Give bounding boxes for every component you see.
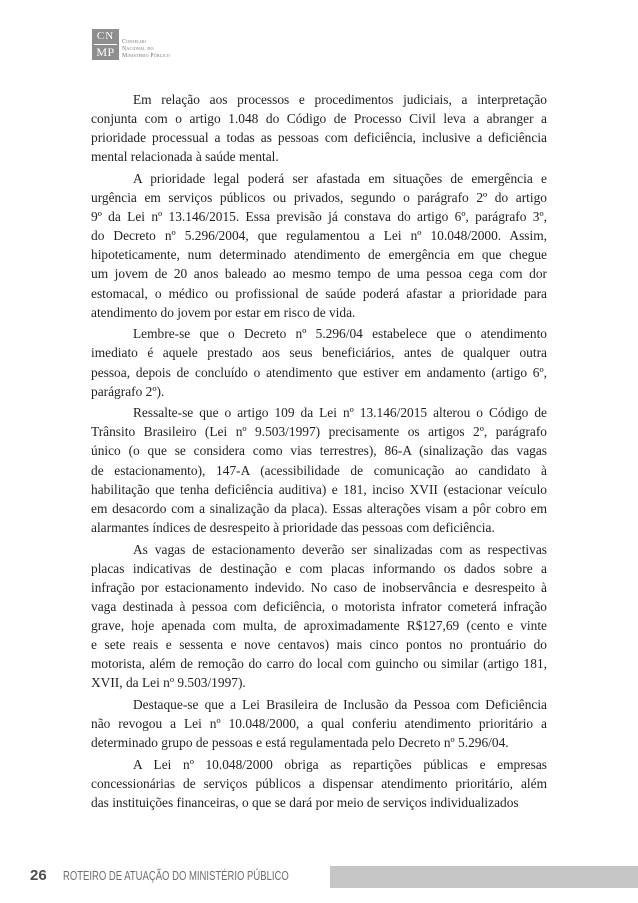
paragraph [91, 403, 547, 537]
logo-name-line: Nacional do [122, 45, 154, 52]
page-number: 26 [30, 867, 47, 884]
logo-name-line: Ministério Público [122, 52, 170, 59]
text-line: 9º da Lei nº 13.146/2015. Essa previsão já constava do artigo 6º, parágrafo 3º, [91, 209, 547, 225]
text-line: imediato é aquele prestado aos seus beneficiários, antes de qualquer outra [91, 345, 547, 361]
text-line: motorista, além de remoção do carro do local com guincho ou similar (artigo 181, [91, 656, 547, 672]
text-line: concessionárias de serviços públicos a dispensar atendimento prioritário, além [91, 775, 547, 791]
text-line: Lembre-se que o Decreto nº 5.296/04 estabelece que o atendimento [133, 326, 547, 342]
text-line: A Lei nº 10.048/2000 obriga as repartições públicas e empresas [133, 756, 547, 772]
text-line: prioridade processual a todas as pessoas com deficiência, inclusive a deficiência [91, 130, 547, 146]
cnmp-logo-mark [92, 29, 119, 60]
paragraph [91, 90, 547, 166]
text-line: das instituições financeiras, o que se dará por meio de serviços individualizados [91, 794, 519, 810]
text-line: não revogou a Lei nº 10.048/2000, a qual conferiu atendimento prioritário a [91, 715, 547, 731]
text-line: estomacal, o médico ou profissional de saúde poderá afastar a prioridade para [91, 285, 547, 301]
text-line: Destaque-se que a Lei Brasileira de Inclusão da Pessoa com Deficiência [133, 696, 547, 712]
text-line: grave, hoje apenada com multa, de aproximadamente R$127,69 (cento e vinte [91, 617, 547, 633]
text-line: de estacionamento), 147-A (acessibilidade de comunicação ao candidato à [91, 462, 547, 478]
logo-institution-name [122, 39, 170, 59]
body-text [91, 90, 547, 815]
text-line: em desacordo com a sinalização da placa). Essas alterações visam a pôr cobro em [91, 500, 547, 516]
logo-name-line: Conselho [122, 39, 147, 45]
text-line: As vagas de estacionamento deverão ser sinalizadas com as respectivas [133, 541, 547, 557]
running-title: ROTEIRO DE ATUAÇÃO DO MINISTÉRIO PÚBLICO [63, 869, 289, 883]
logo-mark-top: CN [96, 30, 115, 42]
text-line: urgência em serviços públicos ou privados, segundo o parágrafo 2º do artigo [91, 190, 547, 206]
footer-bar [330, 866, 638, 888]
text-line: do Decreto nº 5.296/2004, que regulamentou a Lei nº 10.048/2000. Assim, [91, 228, 547, 244]
logo-mark-bottom: MP [96, 45, 115, 59]
paragraph [91, 540, 547, 693]
text-line: hipoteticamente, num determinado atendimento de emergência em que chegue [91, 247, 547, 263]
text-line: A prioridade legal poderá ser afastada em situações de emergência e [133, 170, 547, 186]
text-line: infração por estacionamento indevido. No caso de inobservância e desrespeito à [91, 579, 547, 595]
text-line: habilitação que tenha deficiência auditiva) e 181, inciso XVII (estacionar veículo [91, 481, 547, 497]
paragraph [91, 324, 547, 400]
text-line: Em relação aos processos e procedimentos judiciais, a interpretação [133, 92, 547, 107]
text-line: mental relacionada à saúde mental. [91, 149, 279, 165]
text-line: um jovem de 20 anos baleado ao mesmo tempo de uma pessoa cega com dor [91, 266, 547, 282]
text-line: vaga destinada à pessoa com deficiência, o motorista infrator cometerá infração [91, 598, 547, 614]
text-line: XVII, da Lei nº 9.503/1997). [91, 675, 246, 691]
text-line: placas indicativas de destinação e com placas informando os dados sobre a [91, 560, 547, 576]
text-line: alarmantes índices de desrespeito à prioridade das pessoas com deficiência. [91, 519, 495, 535]
text-line: atendimento do jovem por estar em risco de vida. [91, 304, 356, 320]
text-line: pessoa, depois de concluído o atendimento que estiver em andamento (artigo 6º, [91, 364, 547, 380]
paragraph [91, 695, 547, 752]
paragraph [91, 755, 547, 812]
text-line: e sete reais e sessenta e nove centavos) mais cinco pontos no prontuário do [91, 637, 547, 652]
text-line: determinado grupo de pessoas e está regulamentada pelo Decreto nº 5.296/04. [91, 735, 509, 751]
text-line: Trânsito Brasileiro (Lei nº 9.503/1997) precisamente os artigos 2º, parágrafo [91, 424, 547, 440]
text-line: conjunta com o artigo 1.048 do Código de Processo Civil leva a abranger a [91, 111, 547, 127]
text-line: parágrafo 2º). [91, 383, 165, 399]
paragraph [91, 169, 547, 322]
text-line: único (o que se considera como vias terrestres), 86-A (sinalização das vagas [91, 443, 547, 459]
text-line: Ressalte-se que o artigo 109 da Lei nº 13.146/2015 alterou o Código de [133, 405, 547, 421]
